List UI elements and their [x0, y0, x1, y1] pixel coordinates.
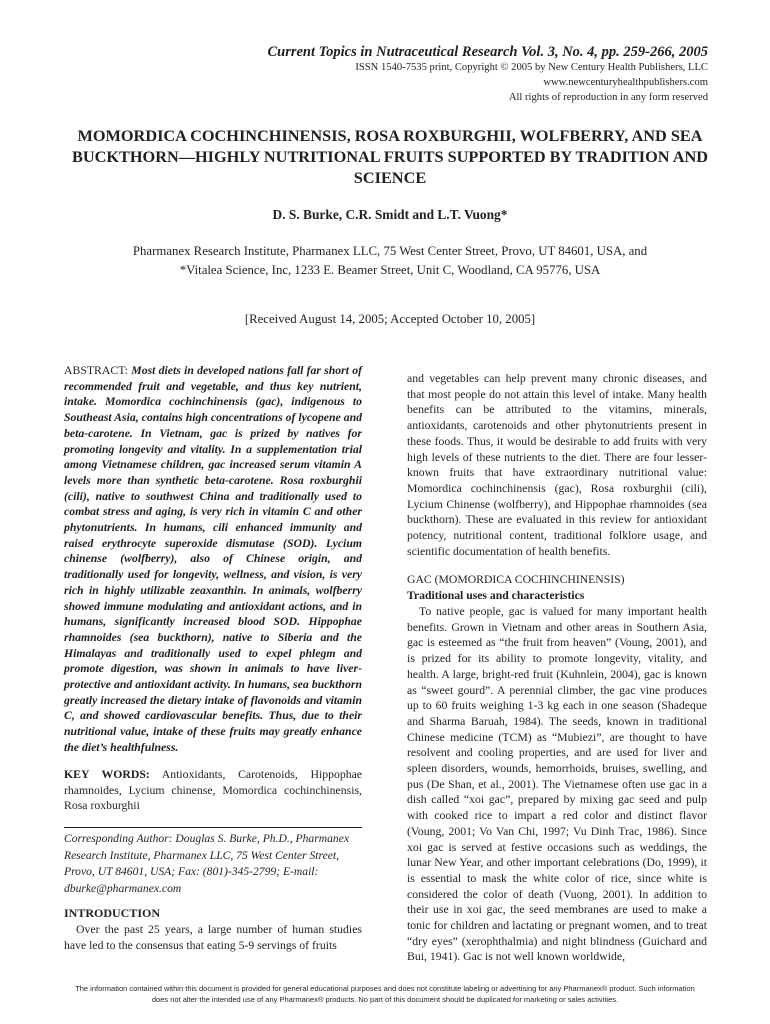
corresponding-author: Corresponding Author: Douglas S. Burke, Ph.D., Pharmanex Research Institute, Pharmanex LLC, 75 West Center Street, Provo, UT 84601, USA; Fax: (801)-345-2799; E-mail: dburke@pharmanex.com — [64, 827, 362, 897]
keywords-label: KEY WORDS: — [64, 768, 150, 781]
abstract-text: Most diets in developed nations fall far short of recommended fruit and vegetable, and thus key nutrient, intake. Momordica cochinchinensis (gac), indigenous to Southeast Asia, contains high concentrations of lycopene and beta-carotene. In Vietnam, gac is prized by natives for promoting longevity and vitality. In a supplementation trial among Vietnamese children, gac increased serum vitamin A levels more than synthetic beta-carotene. Rosa roxburghii (cili), native to southwest China and traditionally used to combat stress and aging, is very rich in vitamin C and other phytonutrients. In humans, cili enhanced immunity and raised erythrocyte superoxide dismutase (SOD). Lycium chinense (wolfberry), also of Chinese origin, and traditionally used for longevity, wellness, and vision, is very rich in highly utilizable zeaxanthin. In animals, wolfberry showed immune modulating and antioxidant actions, and in humans, significantly increased blood SOD. Hippophae rhamnoides (sea buckthorn), native to Siberia and the Himalayas and traditionally used to expel phlegm and promote digestion, was shown in animals to have liver-protective and antioxidant activity. In humans, sea buckthorn greatly increased the dietary intake of flavonoids and vitamin C, and showed cardiovascular benefits. Thus, due to their nutritional value, intake of these fruits may greatly enhance the diet’s healthfulness. — [64, 364, 362, 754]
issn-copyright: ISSN 1540-7535 print, Copyright © 2005 by New Century Health Publishers, LLC — [355, 62, 708, 73]
journal-citation: Current Topics in Nutraceutical Research Vol. 3, No. 4, pp. 259-266, 2005 — [267, 44, 708, 60]
publisher-url: www.newcenturyhealthpublishers.com — [543, 77, 708, 88]
rights-notice: All rights of reproduction in any form reserved — [508, 92, 708, 103]
affiliation-line-2: *Vitalea Science, Inc, 1233 E. Beamer Street, Unit C, Woodland, CA 95776, USA — [179, 263, 601, 277]
introduction-heading: INTRODUCTION — [64, 906, 161, 920]
abstract — [64, 363, 362, 756]
received-dates: [Received August 14, 2005; Accepted October 10, 2005] — [244, 312, 536, 326]
disclaimer-footer — [40, 983, 730, 1005]
intro-continued-paragraph: and vegetables can help prevent many chronic diseases, and that most people do not attain this level of intake. Many health benefits can be attributed to the vitamins, minerals, antioxidants, carotenoids and other phytonutrients present in these foods. Thus, it would be desirable to add fruits with very high levels of these nutrients to the diet. There are four lesser-known fruits that have extraordinary nutritional value: Momordica cochinchinensis (gac), Rosa roxburghii (cili), Lycium Chinense (wolfberry), and Hippophae rhamnoides (sea buckthorn). These are evaluated in this review for antioxidant potency, nutritional content, traditional folklore usage, and scientific documentation of health benefits. — [407, 372, 707, 558]
gac-section-heading: GAC (MOMORDICA COCHINCHINENSIS) — [407, 573, 625, 586]
introduction-text — [64, 922, 362, 953]
affiliation-line-1: Pharmanex Research Institute, Pharmanex LLC, 75 West Center Street, Provo, UT 84601, USA, and — [132, 244, 648, 258]
introduction-paragraph: Over the past 25 years, a large number of human studies have led to the consensus that eating 5-9 servings of fruits — [64, 923, 362, 952]
gac-text — [407, 604, 707, 965]
gac-paragraph: To native people, gac is valued for many important health benefits. Grown in Vietnam and other areas in Southern Asia, gac is esteemed as “the fruit from heaven” (Voung, 2001), and is prized for its ability to promote longevity, vitality, and health. A large, bright-red fruit (Kuhnlein, 2004), gac is known as “sweet gourd”. A perennial climber, the gac vine produces up to 60 fruits weighing 1-3 kg each in one season (Shadeque and Sharma Baruah, 1984). The seeds, known in traditional Chinese medicine (TCM) as “Mubiezi”, are thought to have resolvent and cooling properties, and are used for liver and spleen disorders, wounds, hemorrhoids, bruises, swelling, and pus (De Shan, et al., 2001). The Vietnamese often use gac in a dish called “xoi gac”, prepared by mixing gac seed and pulp with cooked rice to impart a red color and distinct flavor (Voung, 2001; Vo Van Chi, 1997; Vu Dinh Trac, 1986). Since xoi gac is served at festive occasions such as weddings, the lunar New Year, and other important celebrations (Do, 1999), it is essential to mask the white color of rice, since white is considered the color of death (Vuong, 2001). In addition to their use in xoi gac, the seed membranes are used to make a tonic for children and lactating or pregnant women, and to treat “dry eyes” (xerophthalmia) and night blindness (Guichard and Bui, 1941). Gac is not well known worldwide, — [407, 605, 707, 964]
abstract-label: ABSTRACT: — [64, 364, 129, 377]
footer-line-2: does not alter the intended use of any Pharmanex® products. No part of this document should be duplicated for marketing or sales activities. — [151, 995, 619, 1004]
affiliations — [60, 242, 720, 280]
keywords-text: Antioxidants, Carotenoids, Hippophae rhamnoides, Lycium chinense, Momordica cochinchinensis, Rosa roxburghii — [64, 768, 363, 813]
keywords — [64, 767, 362, 814]
authors: D. S. Burke, C.R. Smidt and L.T. Vuong* — [272, 207, 508, 222]
traditional-uses-subheading: Traditional uses and characteristics — [407, 589, 585, 602]
article-title: MOMORDICA COCHINCHINENSIS, ROSA ROXBURGHII, WOLFBERRY, AND SEA BUCKTHORN—HIGHLY NUTRITIONAL FRUITS SUPPORTED BY TRADITION AND SCIENCE — [71, 126, 708, 187]
footer-line-1: The information contained within this document is provided for general educational purposes and does not constitute labeling or advertising for any Pharmanex® product. Such information — [75, 984, 695, 993]
